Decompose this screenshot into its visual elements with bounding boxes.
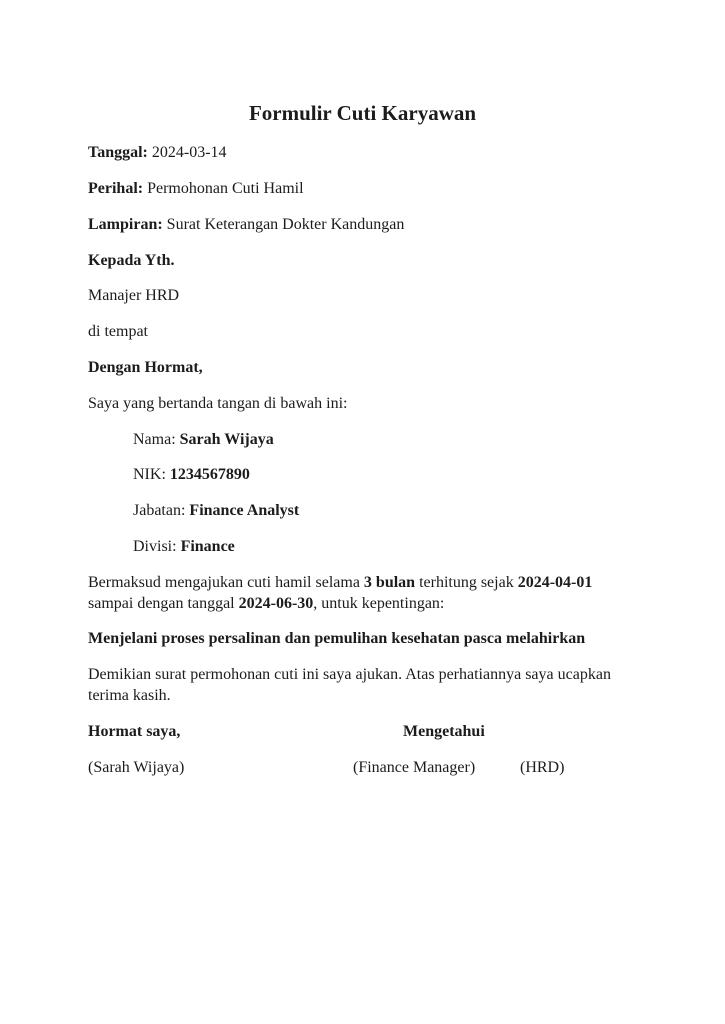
recipient-salutation [88, 251, 637, 272]
field-divisi [133, 537, 637, 558]
request-duration: 3 bulan [363, 573, 416, 591]
recipient-salutation-text: Kepada Yth. [88, 251, 175, 269]
signer-left: (Sarah Wijaya) [88, 758, 185, 776]
field-nama-label: Nama: [133, 430, 176, 448]
field-lampiran-label: Lampiran: [88, 215, 163, 233]
signature-headings-row [88, 722, 637, 743]
request-part3: sampai dengan tanggal [88, 594, 239, 612]
document-title: Formulir Cuti Karyawan [248, 101, 477, 125]
request-part2: terhitung sejak [415, 573, 518, 591]
field-nama [133, 430, 637, 451]
field-jabatan-value: Finance Analyst [189, 502, 300, 520]
field-nik-value: 1234567890 [169, 466, 250, 484]
field-jabatan-label: Jabatan: [133, 502, 186, 520]
field-tanggal-label: Tanggal: [88, 144, 148, 162]
field-divisi-label: Divisi: [133, 538, 177, 556]
letter-greeting-text: Dengan Hormat, [88, 359, 203, 377]
field-perihal [88, 179, 637, 200]
applicant-details [88, 430, 637, 558]
field-nik-label: NIK: [133, 466, 166, 484]
signer-middle: (Finance Manager) [353, 758, 476, 776]
signature-names-row [88, 758, 637, 779]
signature-left-heading: Hormat saya, [88, 722, 181, 740]
letter-intro: Saya yang bertanda tangan di bawah ini: [88, 394, 348, 412]
field-nik [133, 465, 637, 486]
request-end-date: 2024-06-30 [238, 594, 314, 612]
field-tanggal-value: 2024-03-14 [151, 144, 227, 162]
field-lampiran [88, 215, 637, 236]
field-divisi-value: Finance [180, 538, 235, 556]
signature-right-heading: Mengetahui [403, 722, 485, 740]
field-lampiran-value: Surat Keterangan Dokter Kandungan [166, 215, 405, 233]
field-jabatan [133, 501, 637, 522]
recipient-location: di tempat [88, 323, 148, 341]
field-perihal-label: Perihal: [88, 180, 144, 198]
field-nama-value: Sarah Wijaya [179, 430, 274, 448]
recipient-addressee: Manajer HRD [88, 287, 180, 305]
request-start-date: 2024-04-01 [517, 573, 593, 591]
closing-paragraph: Demikian surat permohonan cuti ini saya ajukan. Atas perhatiannya saya ucapkan terima kasih. [88, 666, 611, 705]
field-tanggal [88, 143, 637, 164]
request-part4: , untuk kepentingan: [313, 594, 445, 612]
request-part1: Bermaksud mengajukan cuti hamil selama [88, 573, 364, 591]
field-perihal-value: Permohonan Cuti Hamil [147, 180, 304, 198]
request-paragraph [88, 573, 637, 615]
signer-right: (HRD) [520, 758, 565, 776]
leave-form-letter [88, 100, 637, 793]
letter-greeting [88, 358, 637, 379]
leave-reason [88, 629, 637, 650]
leave-reason-text: Menjelani proses persalinan dan pemulihan kesehatan pasca melahirkan [88, 630, 586, 648]
